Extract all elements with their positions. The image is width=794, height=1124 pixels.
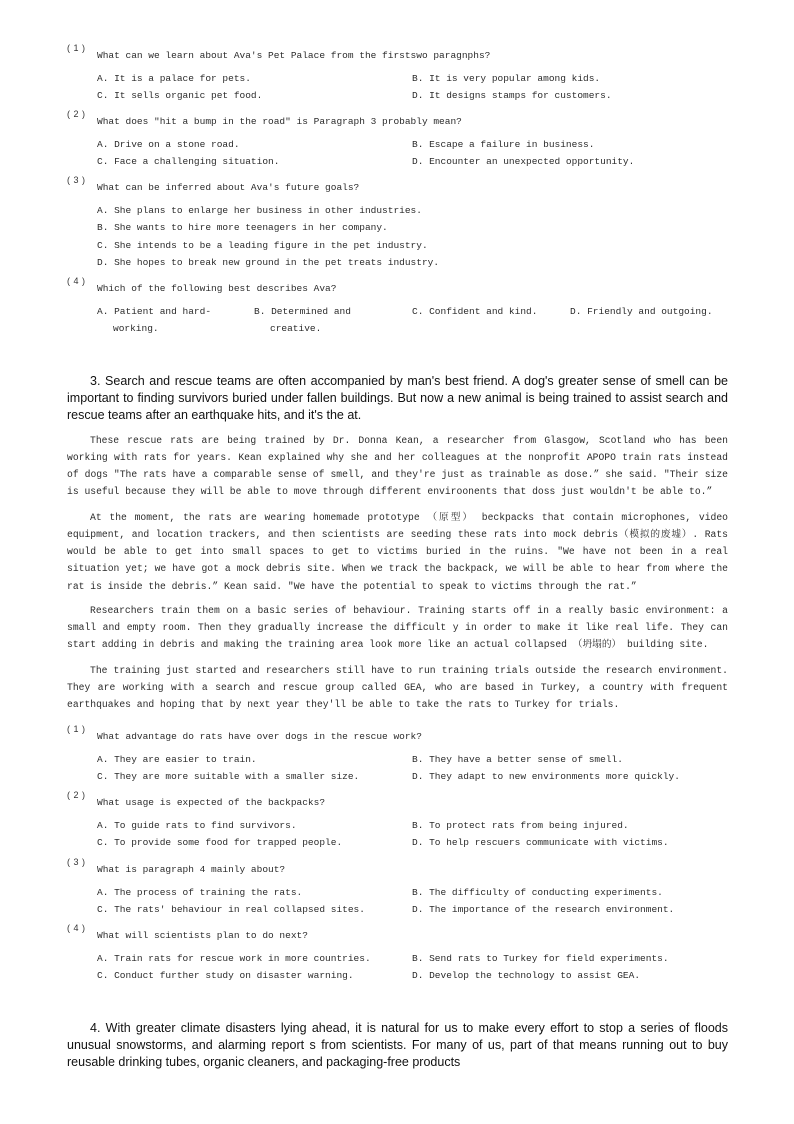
- option-d: D. Encounter an unexpected opportunity.: [412, 156, 635, 168]
- section-a-question-4: [67, 276, 728, 338]
- option-d: D. It designs stamps for customers.: [412, 90, 612, 102]
- option-c: C. Conduct further study on disaster warning.: [97, 970, 354, 982]
- option-b: B. She wants to hire more teenagers in her company.: [97, 222, 388, 234]
- option-b: B. It is very popular among kids.: [412, 73, 601, 84]
- question-number: (4): [67, 923, 89, 933]
- passage-3-question-1: [67, 724, 728, 786]
- option-a: A. She plans to enlarge her business in other industries.: [97, 205, 422, 216]
- passage-3-paragraph-1: These rescue rats are being trained by Dr. Donna Kean, a researcher from Glasgow, Scotland who has been working with rats for years. Kean explained why she and her colleagues at the nonprofit APOPO train rats instead of dogs "The rats have a comparable sense of smell, and they're just as trainable as dose.” she said. "Their size is useful because they will be able to move through different enviroonents that doss just wouldn't be able to.”: [67, 434, 728, 498]
- option-d: D. They adapt to new environments more quickly.: [412, 771, 680, 783]
- options: [97, 817, 728, 852]
- question-number: (3): [67, 175, 89, 185]
- question-number: (3): [67, 857, 89, 867]
- question-number: (2): [67, 109, 89, 119]
- question-number: (4): [67, 276, 89, 286]
- options: [97, 136, 728, 171]
- option-d: D. To help rescuers communicate with victims.: [412, 837, 669, 849]
- passage-3-question-2: [67, 790, 728, 852]
- option-c: C. Face a challenging situation.: [97, 156, 280, 168]
- options: [97, 202, 728, 272]
- passage-4-intro: 4. With greater climate disasters lying ahead, it is natural for us to make every effort to stop a series of floods unusual snowstorms, and alarming report s from scientists. For many of us, part of that means running out to buy reusable drinking tubes, organic cleaners, and packaging-free products: [67, 1020, 728, 1069]
- question-stem: What does "hit a bump in the road" is Paragraph 3 probably mean?: [97, 115, 462, 127]
- section-a-question-1: [67, 43, 728, 105]
- option-c: C. Confident and kind.: [412, 306, 538, 317]
- passage-3-paragraph-2: At the moment, the rats are wearing homemade prototype （原型） beckpacks that contain microphones, video equipment, and location trackers, and then scientists are seeding these rats into mock debris（模拟的废墟）. Rats would be able to get into small spaces to get to victims buried in the ruins. "We have not been in a real situation yet; we have got a mock debris site. When we track the backpack, we will be able to hear from where the rat is inside the debris.” Kean said. "We have the potential to speak to victims through the rat.”: [67, 511, 728, 592]
- option-d: D. Friendly and outgoing.: [570, 306, 713, 317]
- option-a: A. The process of training the rats.: [97, 887, 303, 898]
- options: [97, 950, 728, 985]
- passage-3-intro: 3. Search and rescue teams are often accompanied by man's best friend. A dog's greater sense of smell can be important to finding survivors buried under fallen buildings. But now a new animal is being trained to assist search and rescue teams after an earthquake hits, and it's the at.: [67, 373, 728, 422]
- question-stem: Which of the following best describes Ava?: [97, 282, 337, 294]
- question-number: (1): [67, 43, 89, 53]
- option-c: C. They are more suitable with a smaller size.: [97, 771, 360, 783]
- option-a: A. Drive on a stone road.: [97, 139, 240, 150]
- option-b: B. Send rats to Turkey for field experiments.: [412, 953, 669, 964]
- option-a: A. They are easier to train.: [97, 754, 257, 765]
- passage-3-paragraph-3: Researchers train them on a basic series of behaviour. Training starts off in a really basic environment: a small and empty room. Then they gradually increase the difficult y in order to make it like real life. They can start adding in debris and making the training area look more like an actual collapsed （坍塌的） building site.: [67, 604, 728, 651]
- option-b: B. The difficulty of conducting experiments.: [412, 887, 663, 898]
- question-stem: What can be inferred about Ava's future goals?: [97, 181, 360, 193]
- options: [97, 303, 728, 338]
- passage-3-question-3: [67, 857, 728, 919]
- question-stem: What will scientists plan to do next?: [97, 929, 308, 941]
- option-a: A. Train rats for rescue work in more countries.: [97, 953, 371, 964]
- passage-3-paragraph-4: The training just started and researchers still have to run training trials outside the research environment. They are working with a search and rescue group called GEA, who are based in Turkey, a country with frequent earthquakes and hoping that by next year they'll be able to take the rats to Turkey for trials.: [67, 664, 728, 711]
- option-b: B. Determined and creative.: [254, 306, 351, 335]
- option-d: D. Develop the technology to assist GEA.: [412, 970, 641, 982]
- option-a: A. To guide rats to find survivors.: [97, 820, 297, 831]
- option-d: D. She hopes to break new ground in the pet treats industry.: [97, 257, 440, 269]
- option-b: B. To protect rats from being injured.: [412, 820, 629, 831]
- option-c: C. To provide some food for trapped people.: [97, 837, 343, 849]
- question-stem: What is paragraph 4 mainly about?: [97, 863, 286, 875]
- question-number: (1): [67, 724, 89, 734]
- options: [97, 884, 728, 919]
- option-a: A. It is a palace for pets.: [97, 73, 251, 84]
- options: [97, 751, 728, 786]
- passage-3-question-4: [67, 923, 728, 985]
- option-a: A. Patient and hard-working.: [97, 306, 212, 335]
- question-stem: What usage is expected of the backpacks?: [97, 796, 326, 808]
- option-c: C. The rats' behaviour in real collapsed sites.: [97, 904, 365, 916]
- question-number: (2): [67, 790, 89, 800]
- option-d: D. The importance of the research environment.: [412, 904, 675, 916]
- question-stem: What advantage do rats have over dogs in the rescue work?: [97, 730, 422, 742]
- option-b: B. Escape a failure in business.: [412, 139, 595, 150]
- option-c: C. She intends to be a leading figure in the pet industry.: [97, 239, 428, 251]
- option-b: B. They have a better sense of smell.: [412, 754, 623, 765]
- option-c: C. It sells organic pet food.: [97, 90, 263, 102]
- options: [97, 70, 728, 105]
- section-a-question-3: [67, 175, 728, 272]
- section-a-question-2: [67, 109, 728, 171]
- question-stem: What can we learn about Ava's Pet Palace from the firstswo paragnphs?: [97, 49, 491, 61]
